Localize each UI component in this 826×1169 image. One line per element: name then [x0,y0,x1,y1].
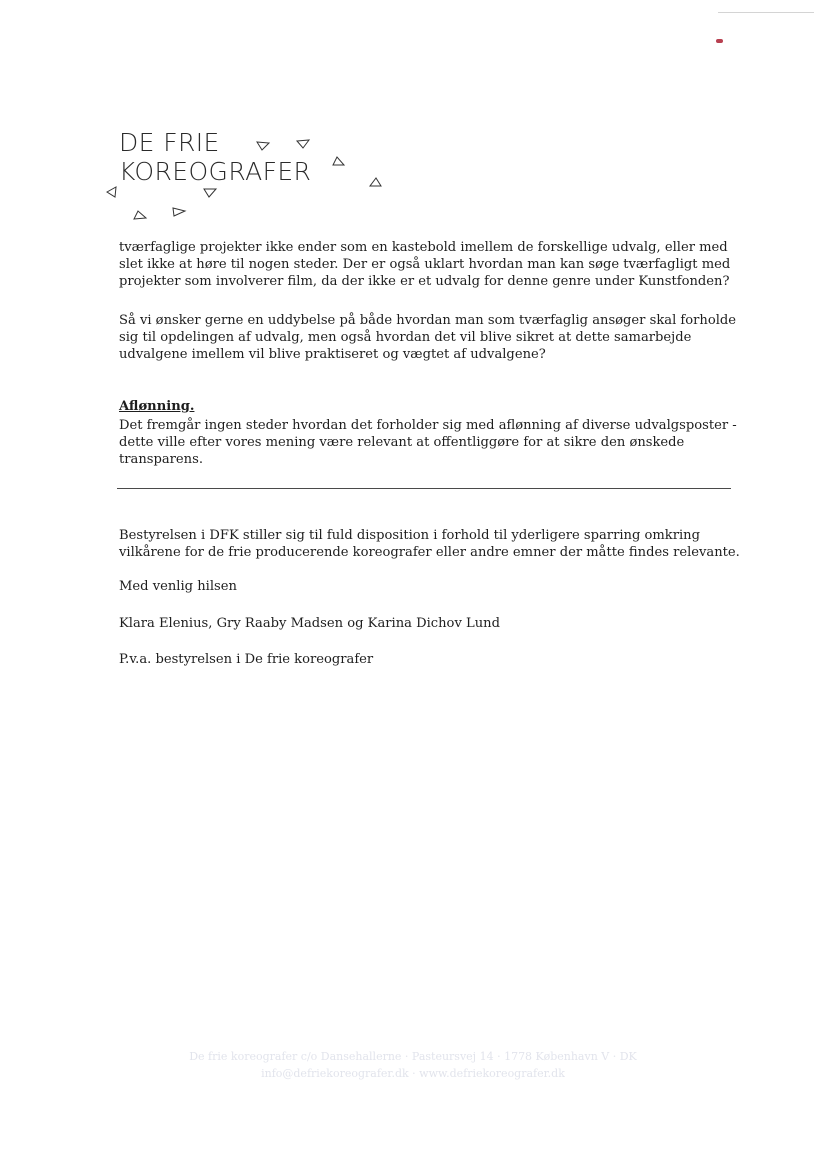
logo-triangle-icon [203,188,217,198]
text-line: projekter som involverer film, da der ikke er et udvalg for denne genre under Kunstfonden? [119,274,730,289]
section-heading: Aflønning. [119,399,195,414]
organization-logo [119,128,319,186]
paragraph-board-offer [119,527,740,561]
logo-text-line1: DE FRIE [119,128,220,157]
text-line: slet ikke at høre til nogen steder. Der er også uklart hvordan man kan søge tværfagligt med [119,257,731,272]
text-line: vilkårene for de frie producerende koreografer eller andre emner der måtte findes relevante. [119,545,740,560]
scan-artifact-line [718,12,814,13]
signatories: Klara Elenius, Gry Raaby Madsen og Karina Dichov Lund [119,616,500,631]
logo-triangle-icon [106,186,118,198]
logo-triangle-icon [331,156,345,166]
text-line: Det fremgår ingen steder hvordan det forholder sig med aflønning af diverse udvalgsposter - [119,418,737,433]
text-line: tværfaglige projekter ikke ender som en kastebold imellem de forskellige udvalg, eller med [119,240,728,255]
scan-artifact-mark [716,39,723,43]
paragraph-request [119,312,736,363]
text-line: sig til opdelingen af udvalg, men også hvordan det vil blive sikret at dette samarbejde [119,330,692,345]
text-line: dette ville efter vores mening være relevant at offentliggøre for at sikre den ønskede [119,435,685,450]
on-behalf-line: P.v.a. bestyrelsen i De frie koreografer [119,652,374,667]
closing-greeting: Med venlig hilsen [119,579,237,594]
logo-triangle-icon [296,139,310,149]
text-line: Bestyrelsen i DFK stiller sig til fuld disposition i forhold til yderligere sparring omkring [119,528,700,543]
logo-triangle-icon [133,210,147,220]
logo-triangle-icon [256,141,270,151]
logo-triangle-icon [369,177,383,187]
footer-address: De frie koreografer c/o Dansehallerne · Pasteursvej 14 · 1778 København V · DK [189,1050,637,1063]
logo-text-line2: KOREOGRAFER [119,157,312,186]
logo-triangle-icon [172,207,186,217]
text-line: transparens. [119,452,203,467]
text-line: udvalgene imellem vil blive praktiseret og vægtet af udvalgene? [119,347,546,362]
divider [117,488,731,489]
text-line: Så vi ønsker gerne en uddybelse på både hvordan man som tværfaglig ansøger skal forholde [119,313,737,328]
paragraph-remuneration [119,417,737,468]
footer-contact: info@defriekoreografer.dk · www.defriekoreografer.dk [261,1067,565,1080]
paragraph-interdisciplinary [119,239,730,290]
